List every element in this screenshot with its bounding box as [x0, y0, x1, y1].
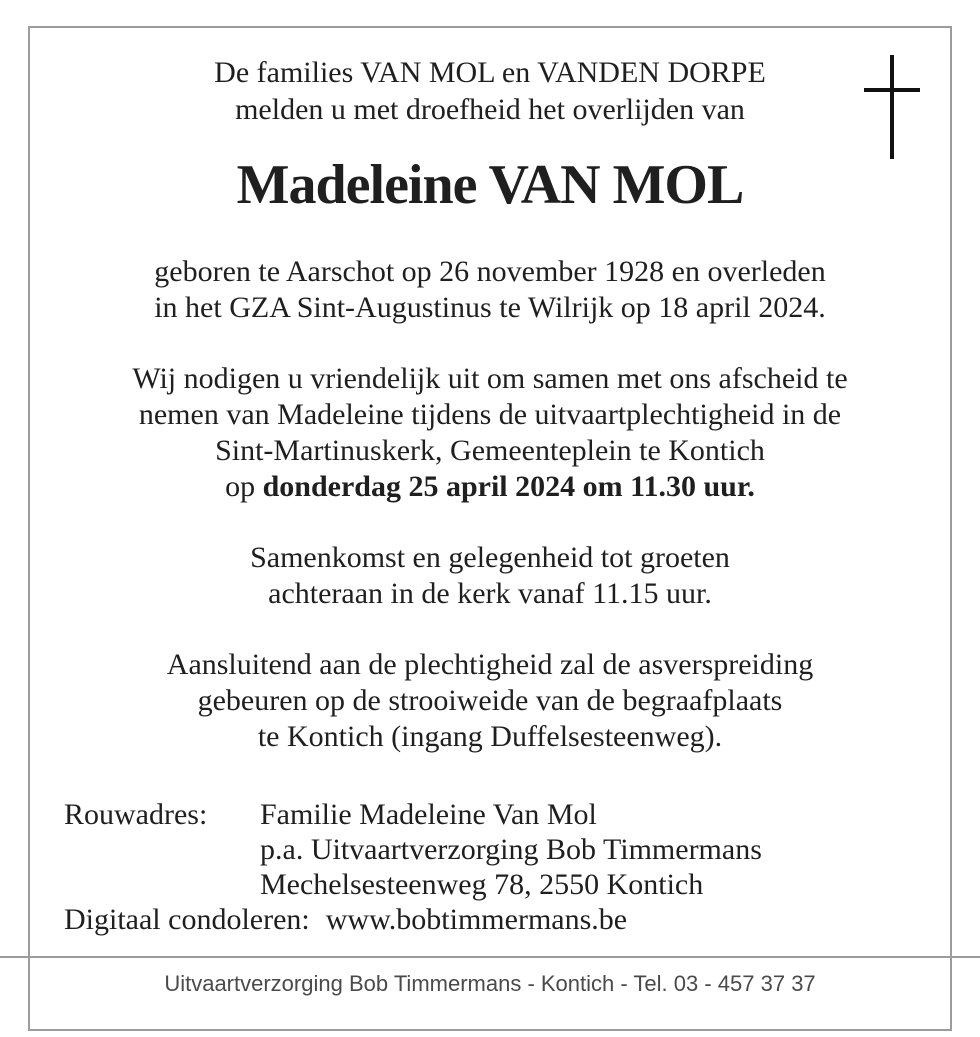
digital-condolence-label: Digitaal condoleren: — [64, 903, 310, 936]
birth-death-paragraph — [28, 254, 952, 326]
mourning-address-block — [28, 797, 952, 937]
digital-condolence-row — [64, 902, 952, 937]
birth-death-line: in het GZA Sint-Augustinus te Wilrijk op 18 april 2024. — [154, 291, 826, 324]
ash-scattering-line: gebeuren op de strooiweide van de begraafplaats — [197, 684, 783, 717]
ceremony-prefix: op — [225, 470, 256, 503]
mourning-address-label: Rouwadres: — [64, 798, 208, 831]
mourning-address-line: Familie Madeleine Van Mol — [260, 798, 597, 831]
invitation-paragraph — [28, 361, 952, 505]
invitation-line: Wij nodigen u vriendelijk uit om samen met ons afscheid te — [132, 362, 848, 395]
deceased-name: Madeleine VAN MOL — [236, 154, 744, 216]
ash-scattering-line: te Kontich (ingang Duffelsesteenweg). — [257, 720, 723, 753]
ash-scattering-line: Aansluitend aan de plechtigheid zal de asverspreiding — [166, 648, 814, 681]
gathering-line: achteraan in de kerk vanaf 11.15 uur. — [268, 577, 712, 610]
mourning-address-line: p.a. Uitvaartverzorging Bob Timmermans — [260, 833, 762, 866]
mourning-address-line: Mechelsesteenweg 78, 2550 Kontich — [260, 868, 704, 901]
intro-line: melden u met droefheid het overlijden van — [235, 93, 745, 126]
mourning-address-row — [64, 797, 952, 902]
birth-death-line: geboren te Aarschot op 26 november 1928 en overleden — [154, 255, 826, 288]
mourning-address-lines — [260, 797, 762, 902]
invitation-line: nemen van Madeleine tijdens de uitvaartplechtigheid in de — [138, 398, 842, 431]
announcement-body — [28, 26, 952, 937]
funeral-home-footer: Uitvaartverzorging Bob Timmermans - Kontich - Tel. 03 - 457 37 37 — [164, 971, 816, 996]
gathering-paragraph — [28, 540, 952, 612]
ash-scattering-paragraph — [28, 647, 952, 755]
condolence-url: www.bobtimmermans.be — [325, 903, 628, 936]
ceremony-line — [28, 469, 952, 505]
ceremony-datetime: donderdag 25 april 2024 om 11.30 uur. — [262, 470, 755, 503]
gathering-line: Samenkomst en gelegenheid tot groeten — [250, 541, 730, 574]
intro-line: De families VAN MOL en VANDEN DORPE — [214, 56, 766, 89]
intro — [28, 54, 952, 128]
footer-divider — [0, 956, 980, 958]
invitation-line: Sint-Martinuskerk, Gemeenteplein te Kontich — [215, 434, 765, 467]
